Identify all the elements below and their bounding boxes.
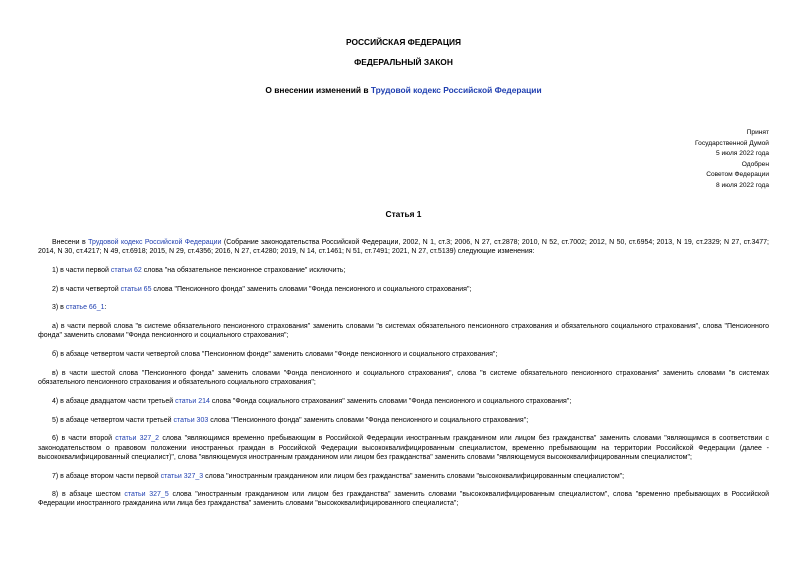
statute-link[interactable]: статьи 327_3 xyxy=(160,472,204,480)
paragraph xyxy=(38,303,769,312)
paragraph xyxy=(38,369,769,387)
law-title-link[interactable]: Трудовой кодекс Российской Федерации xyxy=(370,85,542,95)
law-type-heading: ФЕДЕРАЛЬНЫЙ ЗАКОН xyxy=(354,57,453,67)
statute-link[interactable]: статьи 327_2 xyxy=(115,435,160,443)
paragraph-text: 8) в абзаце шестом xyxy=(52,491,125,499)
paragraph-text: : xyxy=(104,304,107,312)
paragraph xyxy=(38,350,769,359)
paragraph xyxy=(38,434,769,462)
paragraph xyxy=(38,397,769,406)
adoption-line: Принят xyxy=(746,129,769,136)
paragraph xyxy=(38,472,769,481)
statute-link[interactable]: статьи 214 xyxy=(175,397,210,405)
adoption-line: Государственной Думой xyxy=(695,139,769,147)
paragraph xyxy=(38,266,769,275)
statute-link[interactable]: Трудовой кодекс Российской Федерации xyxy=(88,239,222,246)
paragraph-text: 2) в части четвертой xyxy=(52,285,121,293)
paragraph xyxy=(38,238,769,256)
paragraph-text: слова "Фонда социального страхования" заменить словами "Фонда пенсионного и социального страхования"; xyxy=(209,397,572,405)
adoption-line: Одобрен xyxy=(741,160,769,168)
adoption-line: 8 июля 2022 года xyxy=(715,181,769,189)
paragraph-text: слова "являющимся временно пребывающим в Российской Федерации иностранным гражданином или лицом без гражданства" заменить словами "являющимся в соответствии с законодательством о правовом положении иностранных граждан в Российской Федерации высококвалифицированным специалистом, временно пребывающим на территории Российской Федерации (далее - высококвалифицированный специалист)", слова "являющемуся иностранным гражданином или лицом без гражданства" заменить словами "являющемуся высококвалифицированным специалистом"; xyxy=(38,435,769,461)
statute-link[interactable]: статьи 65 xyxy=(120,285,152,293)
paragraph-text: слова "Пенсионного фонда" заменить словами "Фонда пенсионного и социального страхования"; xyxy=(151,285,472,293)
paragraph xyxy=(38,416,769,425)
paragraph-text: слова "на обязательное пенсионное страхование" исключить; xyxy=(141,266,346,274)
adoption-line: Советом Федерации xyxy=(706,171,769,179)
paragraph-text: Внесени в xyxy=(52,239,89,246)
article-body xyxy=(38,238,769,518)
paragraph-text: 6) в части второй xyxy=(52,435,116,443)
adoption-line: 5 июля 2022 года xyxy=(715,150,769,158)
paragraph-text: слова "иностранным гражданином или лицом без гражданства" заменить словами "высококвалифицированным специалистом", слова "временно пребывающих в Российской Федерации иностранного гражданина или лица без гражданства" заменить словами "высококвалифицированного специалиста"; xyxy=(38,491,770,508)
law-title xyxy=(0,85,807,96)
paragraph-text: б) в абзаце четвертом части четвертой слова "Пенсионном фонде" заменить словами "Фонде пенсионного и социального страхования"; xyxy=(52,351,498,359)
paragraph-text: в) в части шестой слова "Пенсионного фонда" заменить словами "Фонда пенсионного и социального страхования", слова "в системе обязательного пенсионного страхования" заменить словами "в системах обязательного пенсионного страхования и обязательного социального страхования"; xyxy=(38,369,769,387)
paragraph xyxy=(38,490,769,508)
adoption-info xyxy=(695,128,769,191)
paragraph-text: 3) в xyxy=(52,304,66,312)
paragraph-text: 5) в абзаце четвертом части третьей xyxy=(52,416,174,424)
paragraph-text: слова "Пенсионного фонда" заменить словами "Фонда пенсионного и социального страхования"; xyxy=(208,416,529,424)
paragraph-text: (Собрание законодательства Российской Федерации, 2002, N 1, ст.3; 2006, N 27, ст.2878; 2010, N 52, ст.7002; 2012, N 50, ст.6954; 2013, N 19, ст.2329; N 27, ст.3477; 2014, N 30, ст.4217; N 49, ст.6918; 2015, N 29, ст.4356; 2016, N 27, ст.4280; 2019, N 14, ст.1461; N 51, ст.7491; 2021, N 27, ст.5139) следующие изменения: xyxy=(38,239,769,256)
country-heading: РОССИЙСКАЯ ФЕДЕРАЦИЯ xyxy=(345,37,462,47)
paragraph xyxy=(38,285,769,294)
statute-link[interactable]: статьи 62 xyxy=(110,266,142,274)
statute-link[interactable]: статьи 327_5 xyxy=(124,491,169,499)
article-heading: Статья 1 xyxy=(385,209,422,219)
paragraph-text: 1) в части первой xyxy=(52,266,111,274)
law-title-prefix: О внесении изменений в xyxy=(265,85,371,95)
statute-link[interactable]: статьи 303 xyxy=(173,416,209,424)
statute-link[interactable]: статье 66_1 xyxy=(65,304,105,312)
paragraph-text: 7) в абзаце втором части первой xyxy=(52,472,161,480)
paragraph-text: 4) в абзаце двадцатом части третьей xyxy=(52,397,176,405)
paragraph-text: слова "иностранным гражданином или лицом без гражданства" заменить словами "высококвалифицированным специалистом"; xyxy=(203,472,625,480)
paragraph-text: а) в части первой слова "в системе обязательного пенсионного страхования" заменить словами "в системах обязательного пенсионного страхования и обязательного социального страхования", слова "Пенсионного фонда" заменить словами "Фонда пенсионного и социального страхования"; xyxy=(38,323,769,340)
paragraph xyxy=(38,322,769,340)
